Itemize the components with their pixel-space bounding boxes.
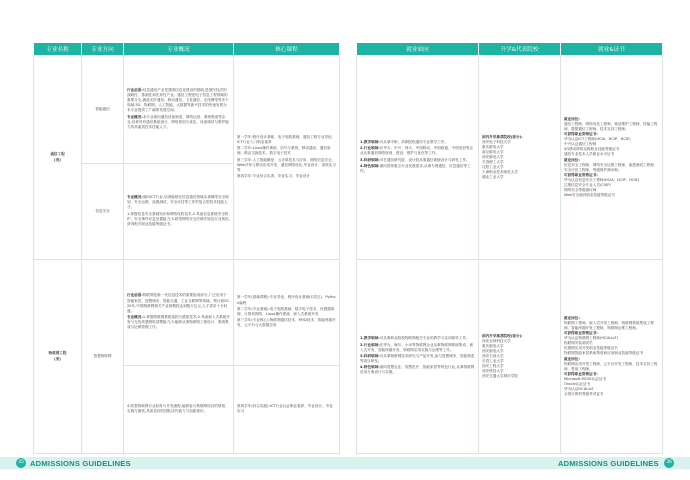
major-name-suffix: (类) bbox=[54, 356, 61, 361]
employment-cell: 1.教学领域:可从事职业院校物联网相关专业的教学与实训指导工作。 2.行业领域:在华为、海尔、小米等物联网企业从事物联网系统集成、嵌入式开发、智能终端开发、物联网应用实施与运维等工作。 3.科研领域:可从事物联网技术研究与产品开发,参与智慧城市、智能制造等项目研发。 4.特色领域:面向智慧农业、智慧医疗、智能家居等特色行业,从事物联网应用方案设计与实施。 bbox=[357, 260, 479, 454]
overview-cell: 4.熟悉物联网行业标准与开发流程,能够参与物联网项目的规划、实施与测试,具备良好的团队协作能力与创新意识。 bbox=[124, 366, 234, 454]
table-row bbox=[357, 260, 663, 454]
employment-cell: 1.教学领域:可从事中职、高职院校通信专业教学工作。 2.行业领域:在华为、中兴、烽火、中国移动、中国联通、中国电信等企业从事通信网络规划、建设、维护与优化等工作。 3.科研领域:可在通信研究院、设计院从事通信系统设计与研发工作。 4.特色领域:面向国家重点行业发展需求,从事专网通信、应急通信等工作。 bbox=[357, 56, 479, 260]
table-row bbox=[357, 56, 663, 260]
direction-cell: 信息安全 bbox=[82, 164, 124, 260]
major-name-cell bbox=[34, 56, 82, 260]
footer-title-right: ADMISSIONS GUIDELINES bbox=[558, 458, 659, 468]
table-row bbox=[34, 56, 340, 164]
courses-cell: 第一学年:程序设计基础、电子电路基础、通信工程专业导论、ICT行业入门职业素养 第二学年:Linux操作系统、信号与系统、移动通信、通信原理、路由交换技术、数字电子技术 第三学年:人工智能概论、云计算技术与应用、网络信息安全、Web开发与移动应用开发、通信网络优化,毕业设计、顶岗实习等 第四学年:专业综合实训、毕业实习、毕业设计 bbox=[234, 56, 340, 260]
header-major-name: 专业名称 bbox=[34, 43, 82, 56]
header-major-direction: 专业方向 bbox=[82, 43, 124, 56]
direction-cell: 智能通信 bbox=[82, 56, 124, 164]
header-major-overview: 专业概况 bbox=[124, 43, 234, 56]
major-name-cell bbox=[34, 260, 82, 454]
employment-table bbox=[356, 42, 663, 454]
header-jobs-certs: 就业&证书 bbox=[561, 43, 663, 56]
courses-cell: 第四学年(综合实践):ICT行业认证职业素养、毕业设计、毕业实习 bbox=[234, 366, 340, 454]
header-employment: 就业面向 bbox=[357, 43, 479, 56]
jobs-certs-cell: 就业岗位: 通信工程师、网络优化工程师、基站维护工程师、传输工程师、数据通信工程师、技术支持工程师。 可获得职业资格证书: 华为认证ICT工程师(HCIA、HCIP、HCIE) 中兴认证通信工程师 5G移动网络运维职业技能等级证书 通信专业技术人员职业水平证书 就业岗位: 信息安全工程师、网络安全运维工程师、渗透测试工程师、安全评估工程师、等级保护测评师。 可获得职业资格证书: 华为认证信息安全工程师(HCIA、HCIP、HCIE) 注册信息安全专业人员(CISP) 网络安全等级测评师 Web安全测试职业技能等级证书 bbox=[561, 56, 663, 260]
courses-cell: 第一学年(基础课程):专业导论、程序设计基础(C语言)、Python编程 第二学年(专业基础):电子电路基础、数字电子技术、传感器原理、计算机网络、Linux操作系统、嵌入式系统开发 第三学年(专业核心):物联网通信技术、RFID技术、智能终端开发、云平台与大数据应用 bbox=[234, 260, 340, 366]
footer-title-left: ADMISSIONS GUIDELINES bbox=[30, 458, 131, 468]
schools-cell: 国内升学推荐院校(部分): 西安电子科技大学 重庆邮电大学 南京邮电大学 西安邮电大学 长春理工大学 沈阳工业大学 天津职业技术师范大学 湖北工业大学 bbox=[479, 56, 561, 260]
table-header-row bbox=[34, 43, 340, 56]
header-core-courses: 核心课程 bbox=[234, 43, 340, 56]
overview-cell: 行业前景:物联网是新一代信息技术的重要组成部分,广泛应用于智能家居、智慧城市、智能交通、工业互联网等领域。预计到2025年,中国物联网相关产业规模将达到数万亿元,人才需求十分旺盛。 专业概况:1.掌握物联网系统架构与感知技术;2.具备嵌入式系统开发与无线传感网络部署能力;3.能够从事物联网工程设计、系统集成与运维管理工作。 bbox=[124, 260, 234, 366]
table-header-row bbox=[357, 43, 663, 56]
schools-cell: 国内升学推荐院校(部分): 西北农林科技大学 重庆邮电大学 西安邮电大学 西安石油大学 长春工业大学 西安工程大学 西安科技大学 西安交通大学城市学院 bbox=[479, 260, 561, 454]
page-number-left: 35 bbox=[16, 458, 26, 468]
jobs-certs-cell: 就业岗位: 物联网工程师、嵌入式开发工程师、物联网系统集成工程师、智能终端开发工程师、物联网运维工程师。 可获得职业资格证书: 华为认证物联网工程师(HCIA-IoT) 物联网安装调试员 传感网应用开发职业技能等级证书 物联网智能家居系统集成和应用职业技能等级证书 就业岗位: 物联网应用开发工程师、云平台开发工程师、技术支持工程师、售前工程师。 可获得职业资格证书: Microsoft MCSE认证证书 Oracle认证证书 华为认证HCIA-IoT 全国计算机等级考试证书 bbox=[561, 260, 663, 454]
header-schools: 升学&代表院校 bbox=[479, 43, 561, 56]
major-overview-table bbox=[33, 42, 340, 454]
page-number-right: 36 bbox=[664, 458, 674, 468]
major-name: 物联网工程 bbox=[48, 351, 67, 356]
major-name-suffix: (类) bbox=[54, 157, 61, 162]
overview-cell: 行业前景:信息通信产业是我国信息化建设的基础,是国民经济的战略性、基础性和先导性产业。通信工程是电子信息工程领域的重要分支,涵盖光纤通信、移动通信、卫星通信、无线网络等多个领域,5G、物联网、人工智能、大数据等新兴技术的快速发展为本专业提供了广阔的发展空间。 专业概况:本专业面向通信设备制造、网络运营、系统集成等企业,培养具有通信系统设计、网络规划与优化、设备调试与维护能力的高素质技术技能人才。 bbox=[124, 56, 234, 164]
table-row bbox=[34, 260, 340, 366]
major-name: 通信工程 bbox=[50, 152, 65, 157]
overview-cell: 专业概况:面向ICT行业,培养能够在信息通信领域从事网络安全规划、安全运维、渗透测试、安全评估等工作的复合型技术技能人才。 1.掌握信息安全基础知识和网络攻防技术;2.具备信息系统安全防护、安全事件应急处置能力;3.熟悉网络安全法律法规及行业规范,获得相关职业技能等级证书。 bbox=[124, 164, 234, 260]
direction-cell: 智慧物联网 bbox=[82, 260, 124, 454]
